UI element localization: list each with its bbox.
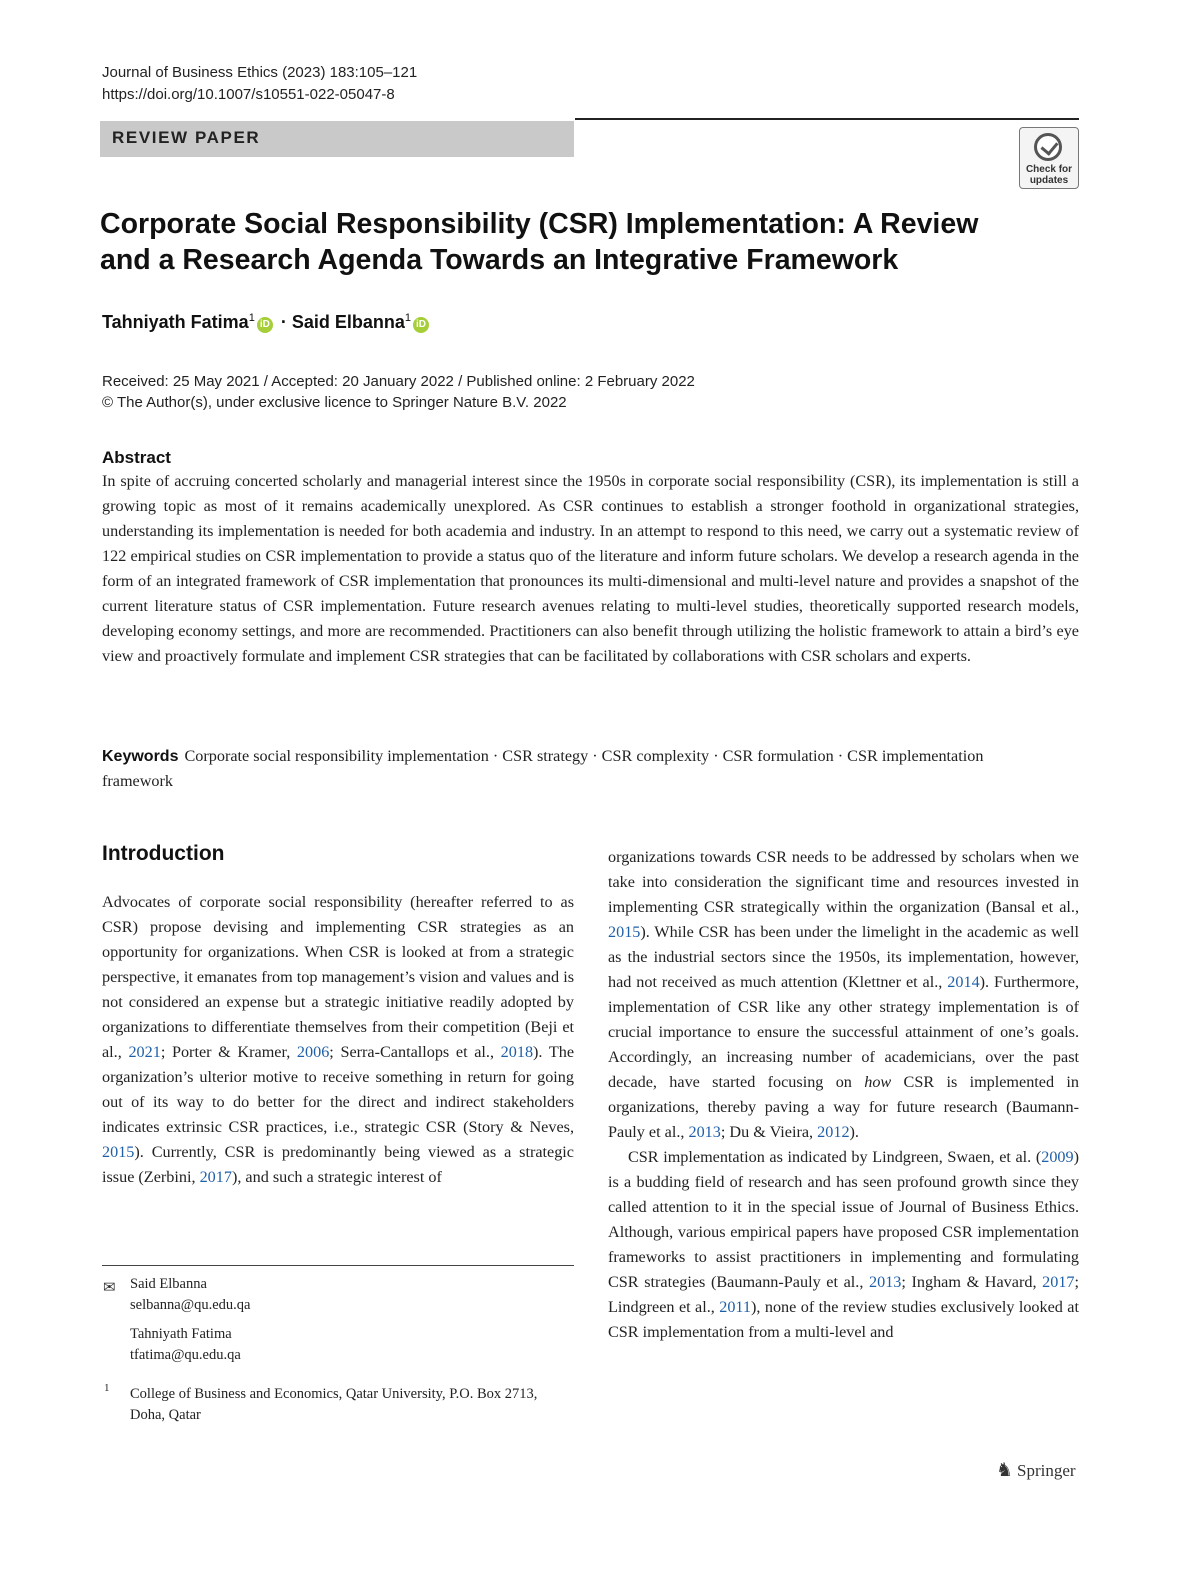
publisher-logo xyxy=(996,1459,1076,1482)
crossmark-label: Check for updates xyxy=(1025,164,1073,186)
citation-link[interactable]: 2012 xyxy=(817,1123,850,1141)
author-name: Tahniyath Fatima xyxy=(102,312,249,332)
citation-link[interactable]: 2006 xyxy=(296,1043,330,1061)
citation-link[interactable]: 2017 xyxy=(199,1168,232,1186)
author-separator: · xyxy=(280,312,287,332)
citation-link[interactable]: 2013 xyxy=(688,1123,721,1141)
article-title: Corporate Social Responsibility (CSR) Implementation: A Review and a Research Agenda Towards an Integrative Framework xyxy=(100,208,979,276)
abstract-heading: Abstract xyxy=(102,448,171,467)
paragraph: CSR implementation as indicated by Lindgreen, Swaen, et al. (2009) is a budding field of research and has seen profound growth since they called attention to it in the special issue of Journal of Business Ethics. Although, various empirical papers have proposed CSR implementation frameworks to assist practitioners in implementing and formulating CSR strategies (Baumann-Pauly et al., 2013; Ingham & Havard, 2017; Lindgreen et al., 2011), none of the review studies exclusively looked at CSR implementation from a multi-level and xyxy=(608,1148,1079,1341)
citation-link[interactable]: 2013 xyxy=(869,1273,902,1291)
journal-citation: Journal of Business Ethics (2023) 183:105–121 xyxy=(102,64,418,81)
crossmark-badge[interactable] xyxy=(1019,127,1079,189)
envelope-icon: ✉ xyxy=(103,1279,116,1296)
citation-link[interactable]: 2017 xyxy=(1042,1273,1075,1291)
author-name: Said Elbanna xyxy=(291,312,405,332)
copyright-line: © The Author(s), under exclusive licence to Springer Nature B.V. 2022 xyxy=(102,394,567,411)
paragraph: Advocates of corporate social responsibility (hereafter referred to as CSR) propose devising and implementing CSR strategies as an opportunity for organizations. When CSR is looked at from a strategic perspective, it emanates from top management’s vision and values and is not considered an expense but a strategic initiative readily adopted by organizations to differentiate themselves from their competition (Beji et al., 2021; Porter & Kramer, 2006; Serra-Cantallops et al., 2018). The organization’s ulterior motive to receive something in return for going out of its way to do better for the direct and indirect stakeholders indicates extrinsic CSR practices, i.e., strategic CSR (Story & Neves, 2015). Currently, CSR is predominantly being viewed as a strategic issue (Zerbini, 2017), and such a strategic interest of xyxy=(102,893,574,1186)
emphasis: how xyxy=(864,1073,892,1091)
header-rule xyxy=(575,118,1079,120)
affiliation-mark: 1 xyxy=(248,312,255,324)
keywords xyxy=(102,744,1042,794)
citation-link[interactable]: 2014 xyxy=(947,973,980,991)
paragraph: organizations towards CSR needs to be addressed by scholars when we take into consideration the significant time and resources invested in implementing CSR strategically within the organization (Bansal et al., 2015). While CSR has been under the limelight in the academic as well as the industrial sectors since the 1950s, its implementation, however, had not received as much attention (Klettner et al., 2014). Furthermore, implementation of CSR like any other strategy implementation is of crucial importance to ensure the successful attainment of one’s goals. Accordingly, an increasing number of academicians, over the past decade, have started focusing on how CSR is implemented in organizations, thereby paving a way for future research (Baumann-Pauly et al., 2013; Du & Vieira, 2012). xyxy=(608,848,1079,1141)
citation-link[interactable]: 2011 xyxy=(719,1298,752,1316)
corresponding-author-name: Said Elbanna xyxy=(130,1276,207,1292)
affiliation-mark: 1 xyxy=(404,312,412,324)
coauthor-email[interactable]: tfatima@qu.edu.qa xyxy=(130,1347,241,1363)
body-column-right xyxy=(608,845,1079,1345)
keywords-list: Corporate social responsibility implementation · CSR strategy · CSR complexity · CSR formulation · CSR implementation framework xyxy=(102,747,984,790)
publication-dates: Received: 25 May 2021 / Accepted: 20 January 2022 / Published online: 2 February 2022 xyxy=(102,373,695,390)
corresponding-author-email[interactable]: selbanna@qu.edu.qa xyxy=(130,1297,251,1313)
corresponding-author xyxy=(130,1274,250,1316)
footnote-rule xyxy=(102,1265,574,1266)
citation-link[interactable]: 2021 xyxy=(128,1043,161,1061)
orcid-icon[interactable]: iD xyxy=(257,317,273,333)
keywords-label: Keywords xyxy=(102,748,179,765)
article-type-label: REVIEW PAPER xyxy=(112,128,261,147)
affiliation-number: 1 xyxy=(104,1382,110,1394)
citation-link[interactable]: 2015 xyxy=(608,923,641,941)
body-column-left xyxy=(102,890,574,1190)
publisher-name: Springer xyxy=(1017,1461,1076,1480)
doi-link[interactable]: https://doi.org/10.1007/s10551-022-05047-8 xyxy=(102,86,395,103)
abstract-text: In spite of accruing concerted scholarly and managerial interest since the 1950s in corporate social responsibility (CSR), its implementation is still a growing topic as most of it remains academically unexplored. As CSR continues to establish a stronger foothold in organizational strategies, understanding its implementation is needed for both academia and industry. In an attempt to respond to this need, we carry out a systematic review of 122 empirical studies on CSR implementation to provide a status quo of the literature and inform future scholars. We develop a research agenda in the form of an integrated framework of CSR implementation that pronounces its multi-dimensional and multi-level nature and provides a snapshot of the current literature status of CSR implementation. Future research avenues relating to multi-level studies, theoretically supported research models, developing economy settings, and more are recommended. Practitioners can also benefit through utilizing the holistic framework to attain a bird’s eye view and proactively formulate and implement CSR strategies that can be facilitated by collaborations with CSR scholars and experts. xyxy=(102,472,1079,665)
citation-link[interactable]: 2015 xyxy=(102,1143,135,1161)
crossmark-icon xyxy=(1034,133,1062,161)
citation-link[interactable]: 2018 xyxy=(500,1043,534,1061)
affiliation: College of Business and Economics, Qatar University, P.O. Box 2713, Doha, Qatar xyxy=(130,1386,538,1423)
author-list xyxy=(102,312,432,333)
coauthor-name: Tahniyath Fatima xyxy=(130,1326,232,1342)
section-heading-introduction: Introduction xyxy=(102,842,225,865)
coauthor-contact xyxy=(130,1324,241,1366)
citation-link[interactable]: 2009 xyxy=(1041,1148,1074,1166)
orcid-icon[interactable]: iD xyxy=(413,317,429,333)
springer-horse-icon: ♞ xyxy=(996,1460,1014,1481)
